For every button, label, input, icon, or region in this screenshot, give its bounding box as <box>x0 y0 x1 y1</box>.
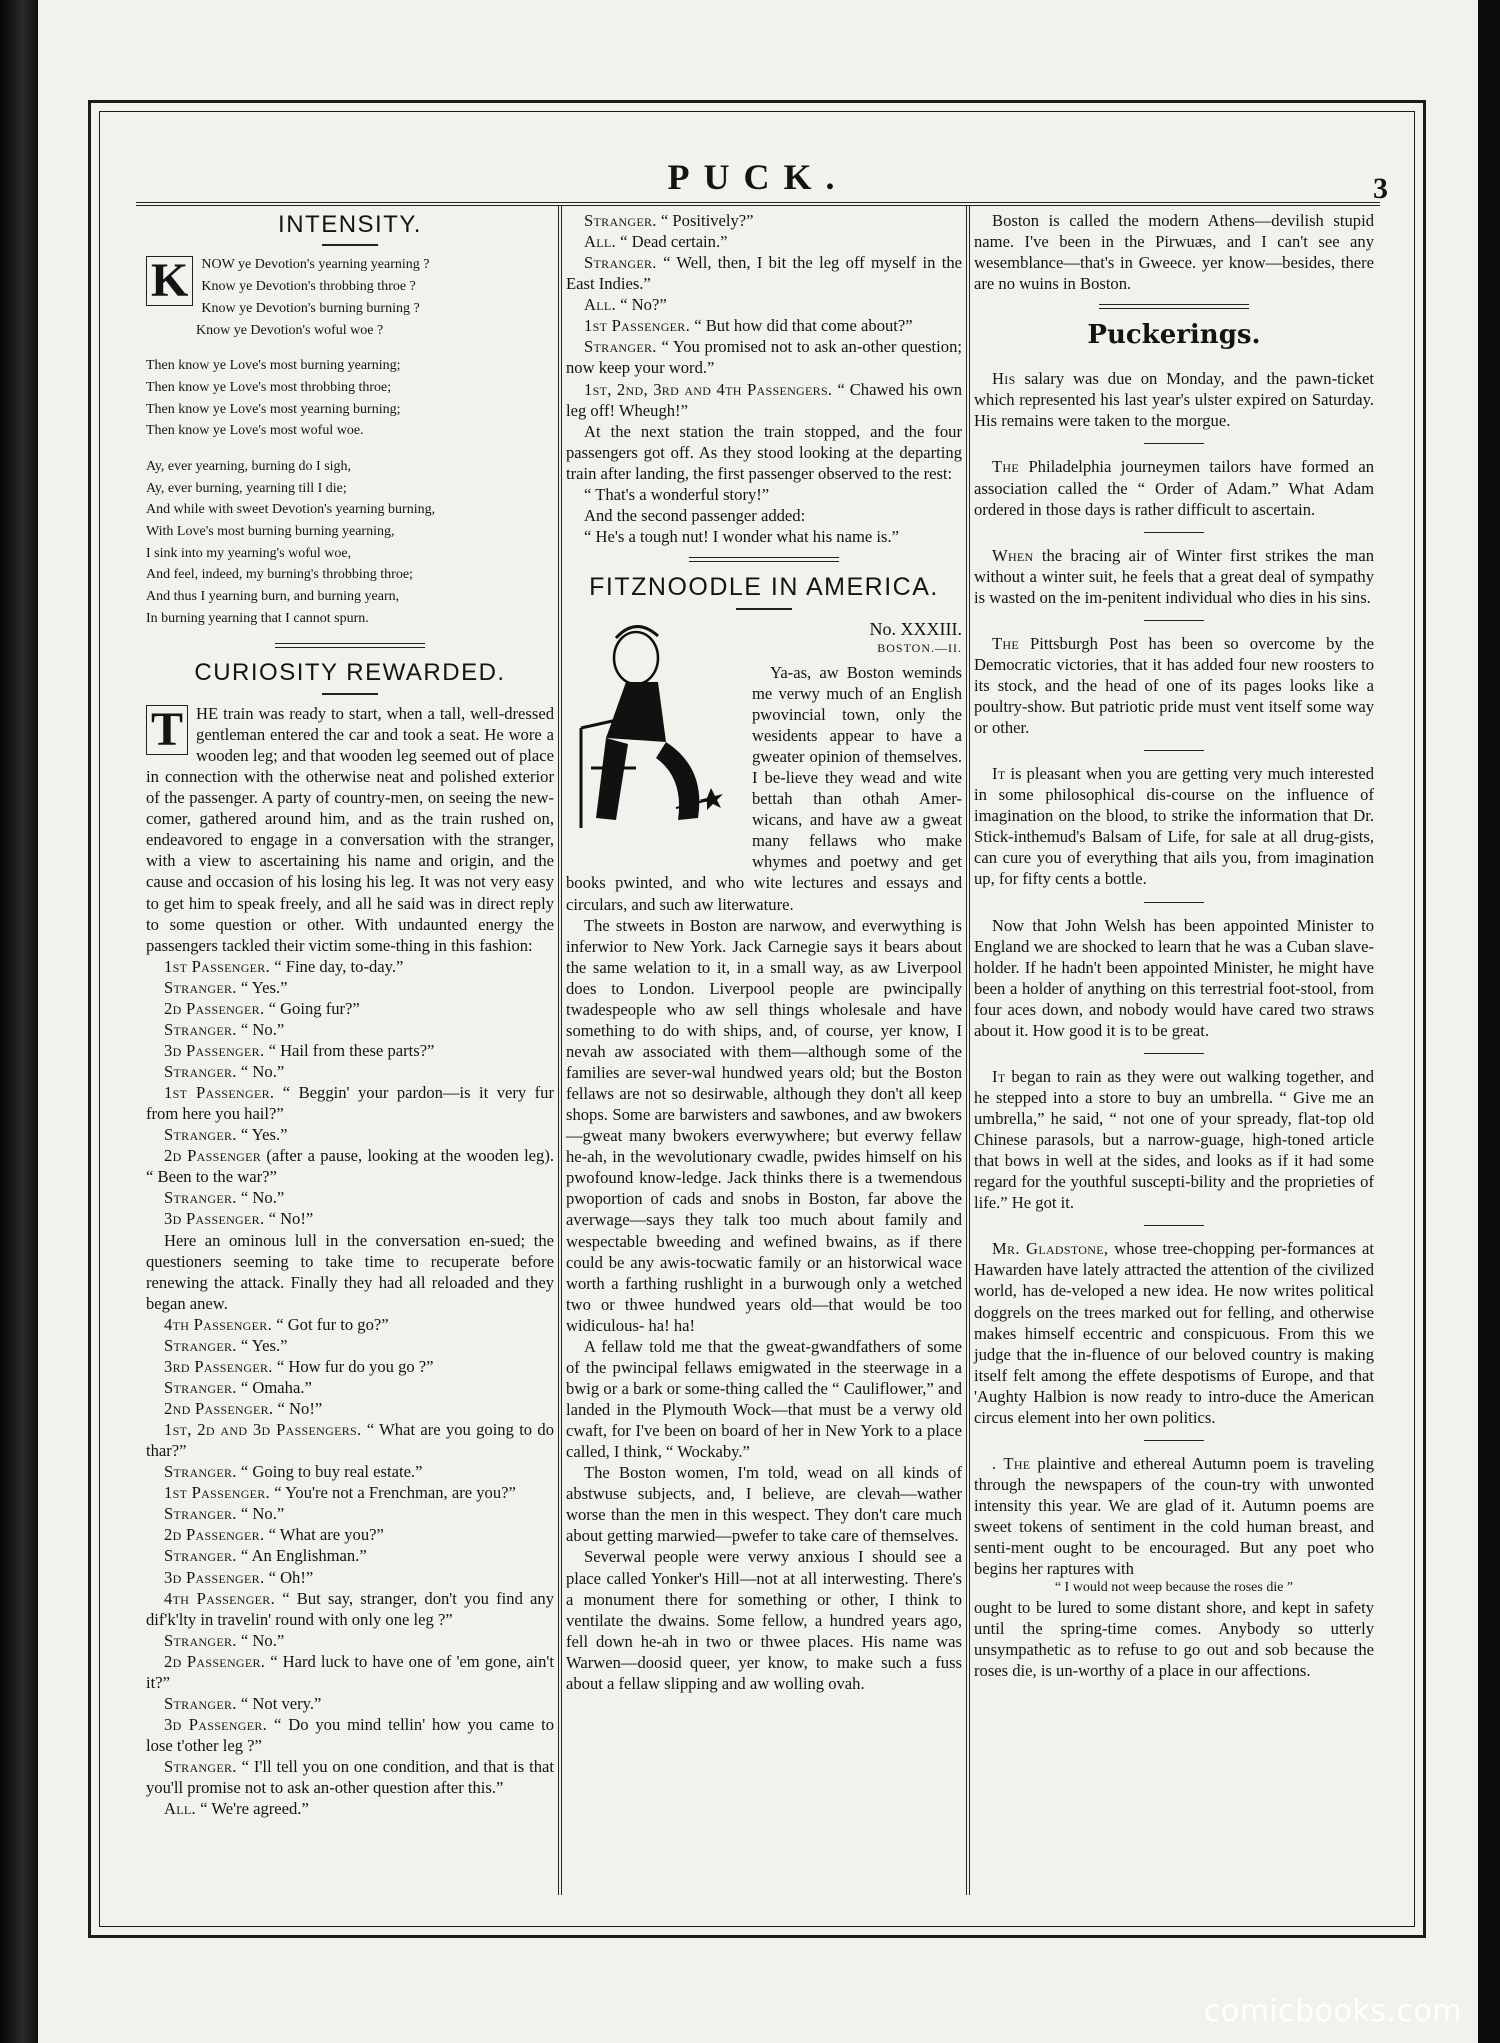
page-number: 3 <box>1373 172 1388 205</box>
article-title-curiosity: CURIOSITY REWARDED. <box>194 659 506 687</box>
item-separator <box>1144 902 1204 903</box>
speaker: Stranger. <box>164 1188 237 1208</box>
speaker: 1st, 2d and 3d Passengers. <box>164 1420 362 1440</box>
poem-stanza-1 <box>146 254 554 341</box>
title-rule <box>736 608 792 610</box>
speech: “ Well, then, I bit the leg off myself in the East Indies.” <box>566 253 962 294</box>
dialog-line <box>146 956 554 977</box>
dialog-line <box>146 977 554 998</box>
item-separator <box>1144 620 1204 621</box>
puckering-item-end: ought to be lured to some distant shore, and kept in safety until the spring-time comes. Anybody so utterly unsympathetic as to refuse to go out and sob because the roses die, is un-worthy of a place in our affections. <box>974 1598 1374 1681</box>
speech: (after a pause, looking at the wooden leg). “ Been to the war?” <box>146 1146 555 1187</box>
speech: “ You promised not to ask an-other question; now keep your word.” <box>566 337 962 378</box>
speaker: Stranger. <box>164 977 237 997</box>
dialog-block-3 <box>566 210 962 421</box>
fitznoodle-paragraph: Severwal people were verwy anxious I should see a place called Yonker's Hill—not at all interwesting. There's a monument there for something or other, I think to ventilate the dwains. Some fellow, a hundred years ago, fell down he-ah in two or thwee places. His name was Warwen—doosid queer, yer know, to make such a fuss about a fellaw slipping and aw wolling ovah. <box>566 1547 962 1693</box>
verse-line: And thus I yearning burn, and burning yearn, <box>146 589 400 605</box>
column-divider <box>558 205 559 1895</box>
title-rule <box>322 693 378 695</box>
puckering-item <box>974 545 1374 608</box>
speaker: Stranger. <box>164 1504 237 1524</box>
dropcap: T <box>146 705 188 755</box>
speech: “ You're not a Frenchman, are you?” <box>274 1483 516 1503</box>
column-divider <box>966 205 967 1895</box>
verse-line: Ay, ever yearning, burning do I sigh, <box>146 458 352 474</box>
book-spine <box>0 0 38 2043</box>
puckering-item <box>974 456 1374 519</box>
fitznoodle-paragraph: A fellaw told me that the gweat-gwandfathers of some of the pwincipal fellaws emigwated in the steerwage in a bwig or a bark or some-thing called the “ Cauliflower,” and landed in the Plymouth Wock—that must be a verwy old cwaft, for I've been on board of her in New York to a place called, I think, “ Wockaby.” <box>566 1336 962 1462</box>
item-text: Philadelphia journeymen tailors have formed an association called the “ Order of Adam.” What Adam ordered in those days is rather difficult to ascertain. <box>974 457 1374 519</box>
dialog-line <box>146 1545 554 1566</box>
curiosity-interlude: Here an ominous lull in the conversation en-sued; the questioners seeming to take time to recuperate before renewing the attack. Finally they had all reloaded and they began anew. <box>146 1230 554 1313</box>
speech: “ What are you?” <box>268 1525 384 1545</box>
dialog-line <box>146 1756 554 1798</box>
speech: “ Yes.” <box>240 1335 288 1355</box>
speech: “ What are you going to do thar?” <box>146 1420 554 1461</box>
speech: “ We're agreed.” <box>200 1799 309 1819</box>
speech: “ Hard luck to have one of 'em gone, ain't it?” <box>146 1651 554 1692</box>
puckering-item <box>974 1066 1374 1213</box>
verse-line: Then know ye Love's most woful woe. <box>146 423 364 439</box>
dialog-block-1 <box>146 956 554 1230</box>
speaker: 2d Passenger. <box>164 998 265 1018</box>
speaker: Stranger. <box>164 1335 237 1355</box>
article-title-fitznoodle: FITZNOODLE IN AMERICA. <box>589 573 939 601</box>
dialog-line <box>146 1714 554 1756</box>
speech: “ No!” <box>277 1399 323 1418</box>
verse-line: Know ye Devotion's throbbing throe ? <box>201 279 416 295</box>
speaker: 1st Passenger. <box>164 1483 271 1503</box>
speech: “ Beggin' your pardon—is it very fur from here you hail?” <box>146 1083 554 1124</box>
item-separator <box>1144 1053 1204 1054</box>
item-lead: The <box>992 633 1020 653</box>
speech: “ I'll tell you on one condition, and that is that you'll promise not to ask an-other question after this.” <box>146 1757 554 1798</box>
speech: “ Oh!” <box>268 1567 314 1587</box>
puckerings-items <box>974 368 1374 1441</box>
item-text: salary was due on Monday, and the pawn-ticket which represented his last year's ulster expired on Saturday. His remains were taken to the morgue. <box>974 369 1374 431</box>
dialog-line <box>146 1651 554 1693</box>
dialog-line <box>146 1567 554 1588</box>
speaker: Stranger. <box>164 1630 237 1650</box>
installment-number: No. XXXIII. <box>869 618 962 639</box>
fitznoodle-illustration <box>566 618 744 848</box>
dialog-line <box>146 998 554 1019</box>
item-lead: His <box>992 369 1016 389</box>
speaker: 3rd Passenger. <box>164 1356 273 1376</box>
speech: “ No.” <box>240 1019 285 1039</box>
fitznoodle-paragraph: The Boston women, I'm told, wead on all kinds of abstwuse subjects, and, I believe, are clevah—wather worse than the men in this wespect. They don't care much about getting marwied—pwefer to take care of themselves. <box>566 1463 962 1546</box>
curiosity-ending: At the next station the train stopped, and the four passengers got off. As they stood looking at the departing train after landing, the first passenger observed to the rest: <box>566 421 962 483</box>
speaker: 4th Passenger. <box>164 1588 276 1608</box>
dialog-line <box>146 1314 554 1335</box>
speech: “ No.” <box>240 1630 285 1650</box>
column-2 <box>566 210 962 1694</box>
dialog-line <box>566 379 962 421</box>
verse-line: Then know ye Love's most yearning burning; <box>146 401 401 417</box>
speaker: All. <box>164 1799 196 1819</box>
speech: “ Yes.” <box>240 1125 288 1145</box>
dialog-line <box>146 1187 554 1208</box>
dialog-line <box>146 1019 554 1040</box>
item-separator <box>1144 750 1204 751</box>
speech: “ An Englishman.” <box>240 1546 367 1566</box>
speech: “ Positively?” <box>660 211 754 230</box>
speech: “ Got fur to go?” <box>276 1314 389 1334</box>
verse-line: Know ye Devotion's woful woe ? <box>196 322 384 338</box>
speech: “ Going to buy real estate.” <box>240 1462 423 1482</box>
speaker: Stranger. <box>164 1062 237 1081</box>
speech: “ No?” <box>620 295 667 315</box>
dialog-line <box>146 1503 554 1524</box>
speaker: 3d Passenger. <box>164 1209 265 1229</box>
section-title-puckerings: Puckerings. <box>1087 320 1261 351</box>
speaker: Stranger. <box>584 337 657 357</box>
speaker: Stranger. <box>164 1693 237 1713</box>
dialog-line <box>146 1419 554 1461</box>
speech: “ No.” <box>240 1504 285 1524</box>
fitznoodle-paragraph: Ya-as, aw Boston weminds me verwy much of an English pwovincial town, only the wesidents appear to have a gweater opinion of themselves. I be-lieve they wead and wite bettah than othah Amer-wicans, and have aw a gweat many fellaws who make whymes and poetwy and get books pwinted, and who wite lectures and essays and circulars, and such aw literwature. <box>566 662 962 914</box>
section-rule <box>275 643 425 648</box>
speaker: 1st, 2nd, 3rd and 4th Passengers. <box>584 379 833 399</box>
fitznoodle-paragraph: The stweets in Boston are narwow, and everwything is inferwior to New York. Jack Carnegie says it bears about the same welation to it, in a small way, as aw Liverpool does to London. Liverpool people are pwincipally twadespeople who aw sell things wholesale and have something to do with ships, and, of course, yer know, I nevah aw associated with them—although some of the families are sever-wal hundwed years old; but the Boston fellaws are not so desirwable, although they don't all keep shops. Some are barwisters and sawbones, and aw bwokers—gweat many bwokers everwywhere; but everwy fellaw he-ah, in the wevolutionary cwadle, pwides himself on his pwofound know-ledge. Jack thinks there is a twemendous pwoportion of cads and snobs in Boston, far above the averwage—says they talk too much about family and wespectable bweeding and wefined bwains, as if there could be any awis-tocwatic family or an historwical wace worth a farthing rushlight in a burwough only a wetched two or thwee hundwed years old—that would be too widiculous- ha! ha! <box>566 915 962 1335</box>
dialog-line <box>146 1630 554 1651</box>
dialog-line <box>566 231 962 252</box>
poem-stanza-3 <box>146 456 554 630</box>
puckering-item <box>974 368 1374 431</box>
speaker: 1st Passenger. <box>164 1083 275 1103</box>
speech: “ No!” <box>268 1209 314 1229</box>
dialog-line <box>146 1145 554 1187</box>
puckering-item <box>974 763 1374 889</box>
speaker: 3d Passenger. <box>164 1567 265 1587</box>
dialog-line <box>146 1398 554 1419</box>
dialog-line <box>146 1377 554 1398</box>
dialog-line <box>146 1588 554 1630</box>
speech: “ Dead certain.” <box>620 232 728 252</box>
watermark: comicbooks.com <box>1203 1994 1462 2029</box>
verse-line: I sink into my yearning's woful woe, <box>146 545 352 561</box>
fitznoodle-paragraph: Boston is called the modern Athens—devilish stupid name. I've been in the Pirwuæs, and I can't see any wesemblance—that's in Gweece. yer know—besides, there are no wuins in Boston. <box>974 211 1374 294</box>
puckering-item <box>974 633 1374 738</box>
dialog-line <box>146 1082 554 1124</box>
speaker: Stranger. <box>164 1377 237 1397</box>
item-lead: The <box>992 457 1020 477</box>
verse-line: In burning yearning that I cannot spurn. <box>146 610 369 626</box>
dialog-line <box>566 315 962 336</box>
dialog-line <box>146 1524 554 1545</box>
column-1 <box>146 210 554 1819</box>
item-text: whose tree-chopping per-formances at Hawarden have lately attracted the attention of the civilized world, has de-veloped a new idea. He now writes political doggrels on the trees marked out for felling, and otherwise makes himself eccentric and conspicuous. From this we judge that the in-fluence of our beloved country is making itself felt among the effete despotisms of Europe, and that 'Aughty Halbion is now ready to intro-duce the American circus element into her own politics. <box>974 1239 1374 1427</box>
speaker: 2d Passenger. <box>164 1525 265 1545</box>
speaker: Stranger. <box>164 1757 237 1777</box>
curiosity-ending: “ He's a tough nut! I wonder what his name is.” <box>584 526 899 546</box>
speech: “ Hail from these parts?” <box>268 1040 435 1060</box>
verse-line: Know ye Devotion's burning burning ? <box>201 300 420 316</box>
dialog-line <box>146 1693 554 1714</box>
speech: “ Yes.” <box>240 977 288 997</box>
puckering-item <box>974 1453 1374 1579</box>
speech: “ But how did that come about?” <box>694 316 913 336</box>
speaker: Stranger. <box>164 1462 237 1482</box>
dialog-line <box>566 294 962 315</box>
dialog-line <box>146 1482 554 1503</box>
speaker: Stranger. <box>584 211 657 230</box>
installment-subtitle: BOSTON.—II. <box>877 640 962 655</box>
verse-line: Then know ye Love's most throbbing throe; <box>146 379 392 395</box>
dialog-line <box>566 336 962 378</box>
puckering-item <box>974 1238 1374 1428</box>
speaker: All. <box>584 232 616 252</box>
item-separator <box>1144 443 1204 444</box>
dialog-line <box>146 1040 554 1061</box>
speech: “ How fur do you go ?” <box>276 1356 434 1376</box>
verse-line: With Love's most burning burning yearning, <box>146 524 395 540</box>
speaker: 3d Passenger. <box>164 1040 265 1060</box>
item-text: Pittsburgh Post has been so overcome by the Democratic victories, that it has added four new roosters to its stock, and the head of one of its pages looks like a poultry-show. But patriotic pride must vent itself some way or other. <box>974 633 1374 738</box>
verse-line: And while with sweet Devotion's yearning burning, <box>146 502 436 518</box>
item-text: Now that John Welsh has been appointed Minister to England we are shocked to learn that he was a Cuban slave-holder. If he hadn't been appointed Minister, he might have been a holder of anything on this terrestrial foot-stool, from four aces down, and nobody would have cared two straws about it. How good it is to be great. <box>974 915 1374 1040</box>
puckering-item <box>974 915 1374 1041</box>
section-rule <box>689 557 839 562</box>
speaker: 2d Passenger. <box>164 1651 266 1671</box>
masthead: PUCK. <box>667 157 849 197</box>
verse-line: Ay, ever burning, yearning till I die; <box>146 480 347 496</box>
quoted-verse: “ I would not weep because the roses die ” <box>1054 1580 1294 1596</box>
speech: “ Fine day, to-day.” <box>274 956 404 976</box>
speech: “ Going fur?” <box>268 998 360 1018</box>
article-title-intensity: INTENSITY. <box>278 211 422 238</box>
speech: “ Not very.” <box>240 1693 322 1713</box>
speaker: 1st Passenger. <box>164 956 271 976</box>
item-lead: Mr. Gladstone, <box>992 1239 1109 1259</box>
curiosity-ending: And the second passenger added: <box>584 505 806 525</box>
dialog-line <box>146 1124 554 1145</box>
item-text: is pleasant when you are getting very much interested in some philosophical dis-course on the influence of imagination on the blood, to strike the information that Dr. Stick-inthemud's Balsam of Life, for sale at all drug-gists, can cure you of everything that ails you, from imagination up, for fifty cents a bottle. <box>974 764 1374 889</box>
dialog-line <box>146 1208 554 1229</box>
speaker: Stranger. <box>164 1125 237 1145</box>
speaker: Stranger. <box>164 1019 237 1039</box>
dialog-line <box>146 1335 554 1356</box>
intro-text: HE train was ready to start, when a tall, well-dressed gentleman entered the car and took a seat. He wore a wooden leg; and that wooden leg seemed out of place in connection with the otherwise neat and polished exterior of the passenger. A party of country-men, on seeing the new-comer, gathered around him, and as the train rushed on, endeavored to engage in a conversation with the stranger, with a view to ascertaining his name and origin, and the cause and occasion of his losing his leg. It was not very easy to get him to speak freely, and all he said was in direct reply to some question or other. With undaunted energy the passengers tackled their victim some-thing in this fashion: <box>146 703 554 955</box>
speech: “ No.” <box>240 1062 285 1081</box>
title-rule <box>322 244 378 246</box>
section-rule <box>1099 304 1249 309</box>
poem-stanza-2 <box>146 355 554 442</box>
item-separator <box>1144 1225 1204 1226</box>
item-separator <box>1144 532 1204 533</box>
header-rule <box>136 202 1380 206</box>
speech: “ Do you mind tellin' how you came to lose t'other leg ?” <box>146 1714 555 1755</box>
dialog-line <box>566 210 962 231</box>
dialog-line <box>146 1461 554 1482</box>
speech: “ No.” <box>240 1188 285 1208</box>
dialog-line <box>146 1061 554 1082</box>
newspaper-page <box>38 0 1478 2043</box>
dialog-line <box>146 1356 554 1377</box>
item-separator <box>1144 1440 1204 1441</box>
speaker: All. <box>584 295 616 315</box>
speaker: 3d Passenger. <box>164 1714 268 1734</box>
speaker: Stranger. <box>164 1546 237 1566</box>
verse-line: Then know ye Love's most burning yearning; <box>146 358 401 374</box>
item-lead: When <box>992 545 1034 565</box>
dialog-line <box>146 1798 554 1819</box>
item-lead: It <box>992 1066 1006 1086</box>
speaker: 2d Passenger <box>164 1146 262 1166</box>
item-lead: It <box>992 764 1006 784</box>
speech: “ Chawed his own leg off! Wheugh!” <box>566 379 962 420</box>
dropcap: K <box>146 256 193 306</box>
dialog-line <box>566 252 962 294</box>
column-3 <box>974 210 1374 1681</box>
curiosity-intro <box>146 703 554 956</box>
speech: “ But say, stranger, don't you find any dif'k'lty in travelin' round with only one leg ?” <box>146 1588 554 1629</box>
dialog-block-2 <box>146 1314 554 1820</box>
item-text: began to rain as they were out walking together, and he stepped into a store to buy an umbrella. “ Give me an umbrella,” he said, “ not one of your spready, flat-top old Chinese parasols, but a narrow-guage, high-toned article that bows in well at the sides, and looks as if it had some regard for the youthful suscepti-bility and the proprieties of life.” He got it. <box>974 1066 1374 1213</box>
speaker: Stranger. <box>584 253 657 273</box>
item-lead: . The <box>992 1453 1031 1473</box>
speech: “ Omaha.” <box>240 1377 312 1397</box>
verse-line: NOW ye Devotion's yearning yearning ? <box>201 257 430 273</box>
item-text: plaintive and ethereal Autumn poem is traveling through the newspapers of the coun-try with unwonted intensity this year. We are glad of it. Autumn poems are sweet tokens of sentiment in the cold human breast, and senti-ment ought to be encouraged. But any poet who begins her raptures with <box>974 1453 1374 1579</box>
speaker: 2nd Passenger. <box>164 1399 274 1418</box>
curiosity-ending: “ That's a wonderful story!” <box>584 484 770 504</box>
item-text: the bracing air of Winter first strikes the man without a winter suit, he feels that a great deal of sympathy is wasted on the im-penitent individual who dies in his sins. <box>974 545 1374 607</box>
verse-line: And feel, indeed, my burning's throbbing throe; <box>146 567 413 583</box>
speaker: 1st Passenger. <box>584 316 691 336</box>
speaker: 4th Passenger. <box>164 1314 273 1334</box>
